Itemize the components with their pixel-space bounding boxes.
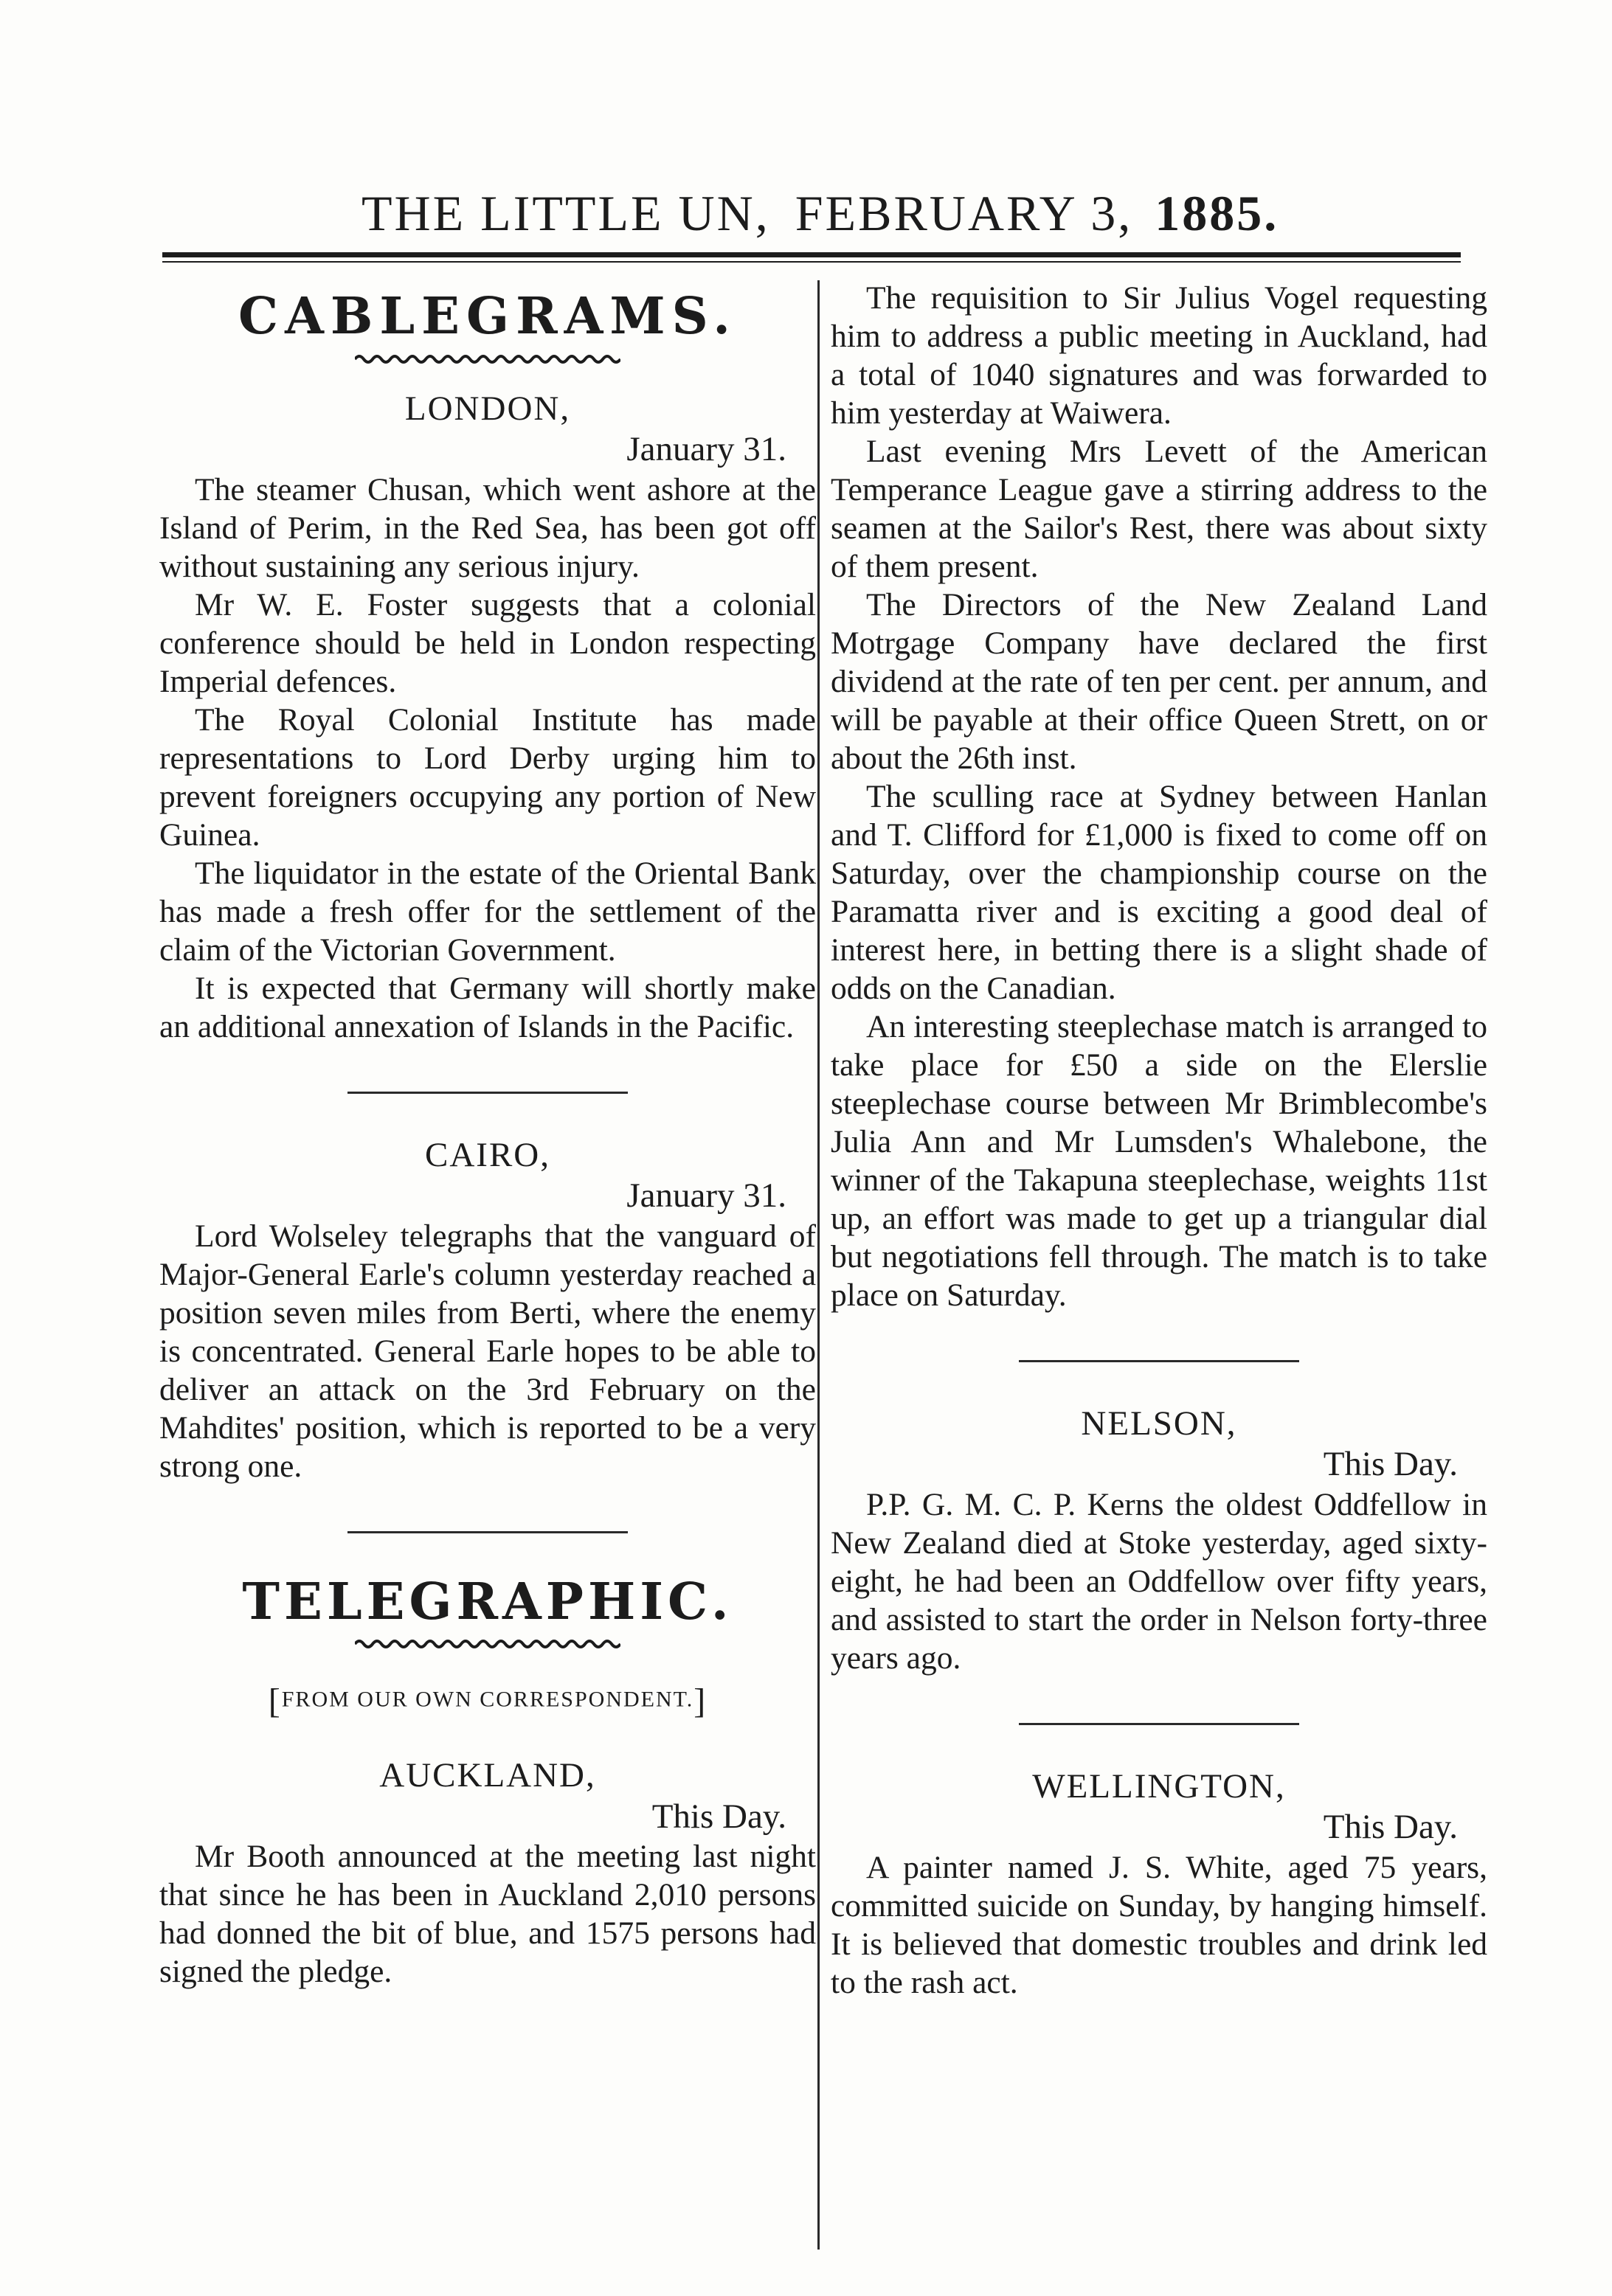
section-separator [347,1092,628,1094]
correspondent-label: FROM OUR OWN CORRESPONDENT. [281,1687,694,1712]
column-divider [817,280,820,2250]
bracket-close: ] [693,1682,708,1721]
masthead-paper-name: THE LITTLE UN, [362,185,770,241]
cairo-date: January 31. [626,1176,786,1215]
right-column [831,279,1487,2002]
masthead [362,184,1279,243]
news-paragraph: The steamer Chusan, which went ashore at the Island of Perim, in the Red Sea, has been got off without sustaining any serious injury. [159,471,816,584]
section-separator [1019,1723,1299,1725]
section-separator [347,1531,628,1533]
london-dateline [159,389,816,471]
masthead-rule [162,252,1461,257]
masthead-rule-thin [162,261,1461,263]
news-paragraph: A painter named J. S. White, aged 75 years, committed suicide on Sunday, by hanging himself. It is believed that domestic troubles and drink led to the rash act. [831,1849,1487,2000]
section-separator [1019,1360,1299,1362]
masthead-year: 1885. [1155,185,1279,241]
auckland-date: This Day. [651,1797,786,1836]
left-column [159,279,816,1991]
news-paragraph: The sculling race at Sydney between Hanlan and T. Clifford for £1,000 is fixed to come off on Saturday, over the championship course on the Paramatta river and is exciting a good deal of interest here, in betting there is a slight shade of odds on the Canadian. [831,779,1487,1006]
auckland-dateline [159,1755,816,1837]
news-paragraph: The Royal Colonial Institute has made representations to Lord Derby urging him to prevent foreigners occupying any portion of New Guinea. [159,701,816,853]
news-paragraph: An interesting steeplechase match is arranged to take place for £50 a side on the Elerslie steeplechase course between Mr Brimblecombe's Julia Ann and Mr Lumsden's Whalebone, the winner of the Takapuna steeplechase, weights 11st up, an effort was made to get up a triangular dial but negotiations fell through. The match is to take place on Saturday. [831,1009,1487,1313]
nelson-place: NELSON, [1081,1404,1237,1443]
london-place: LONDON, [404,389,571,428]
news-paragraph: Mr Booth announced at the meeting last night that since he has been in Auckland 2,010 persons had donned the bit of blue, and 1575 persons had signed the pledge. [159,1839,816,1990]
wavy-rule-ornament [355,352,620,364]
cairo-dateline [159,1135,816,1217]
news-paragraph: The liquidator in the estate of the Oriental Bank has made a fresh offer for the settlement of the claim of the Victorian Government. [159,855,816,968]
news-paragraph: Lord Wolseley telegraphs that the vanguard of Major-General Earle's column yesterday reached a position seven miles from Berti, where the enemy is concentrated. General Earle hopes to be able to deliver an attack on the 3rd February on the Mahdites' position, which is reported to be a very strong one. [159,1218,816,1484]
wellington-place: WELLINGTON, [1032,1766,1286,1806]
bracket-open: [ [268,1682,282,1721]
wellington-dateline [831,1766,1487,1848]
nelson-dateline [831,1404,1487,1485]
nelson-date: This Day. [1323,1445,1458,1484]
correspondent-note [159,1681,816,1721]
page-header [162,184,1461,266]
cairo-place: CAIRO, [425,1135,550,1174]
news-paragraph: Last evening Mrs Levett of the American Temperance League gave a stirring address to the seamen at the Sailor's Rest, there was about sixty of them present. [831,434,1487,584]
wavy-rule-ornament [355,1637,620,1648]
auckland-place: AUCKLAND, [379,1756,596,1795]
news-paragraph: Mr W. E. Foster suggests that a colonial conference should be held in London respecting Imperial defences. [159,586,816,699]
cablegrams-heading: CABLEGRAMS. [238,287,737,346]
london-date: January 31. [626,430,786,469]
news-paragraph: The requisition to Sir Julius Vogel requesting him to address a public meeting in Auckland, had a total of 1040 signatures and was forwarded to him yesterday at Waiwera. [831,280,1487,431]
news-paragraph: It is expected that Germany will shortly make an additional annexation of Islands in the Pacific. [159,970,816,1044]
news-paragraph: The Directors of the New Zealand Land Motrgage Company have declared the first dividend at the rate of ten per cent. per annum, and will be payable at their office Queen Strett, on or about the 26th inst. [831,587,1487,776]
wellington-date: This Day. [1323,1808,1458,1847]
masthead-date: FEBRUARY 3, [795,185,1133,241]
news-paragraph: P.P. G. M. C. P. Kerns the oldest Oddfellow in New Zealand died at Stoke yesterday, aged sixty-eight, he had been an Oddfellow over fifty years, and assisted to start the order in Nelson forty-three years ago. [831,1486,1487,1676]
telegraphic-heading: TELEGRAPHIC. [242,1572,733,1631]
